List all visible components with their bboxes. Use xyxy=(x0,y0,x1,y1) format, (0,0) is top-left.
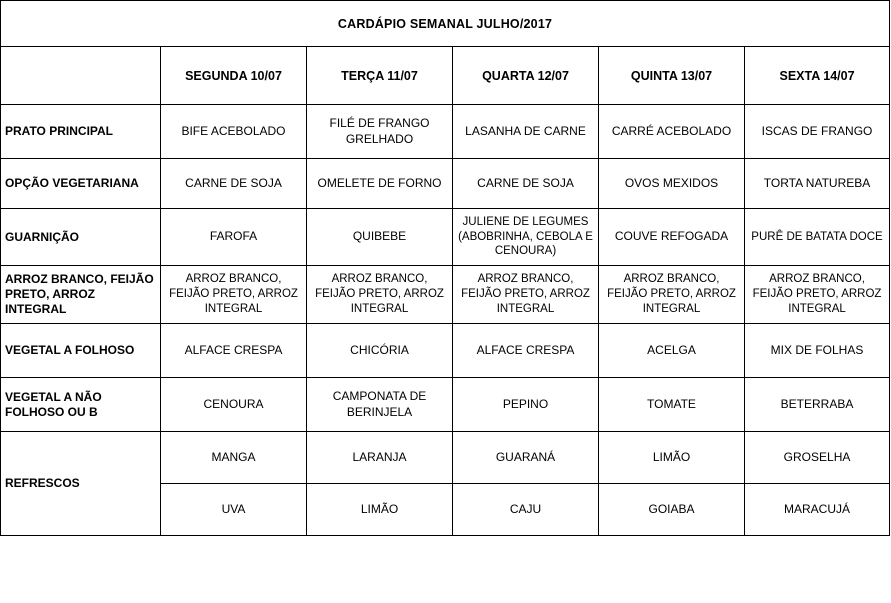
cell-prato-thursday: CARRÉ ACEBOLADO xyxy=(599,105,745,159)
column-header-thursday: QUINTA 13/07 xyxy=(599,47,745,105)
cell-arroz-monday: ARROZ BRANCO, FEIJÃO PRETO, ARROZ INTEGRAL xyxy=(161,266,307,324)
cell-nao-folhoso-friday: BETERRABA xyxy=(745,378,890,432)
column-header-tuesday: TERÇA 11/07 xyxy=(307,47,453,105)
table-row xyxy=(1,266,890,324)
title-row xyxy=(1,1,890,47)
cell-folhoso-monday: ALFACE CRESPA xyxy=(161,324,307,378)
document-title: CARDÁPIO SEMANAL JULHO/2017 xyxy=(1,1,890,47)
cell-refresco2-tuesday: LIMÃO xyxy=(307,484,453,536)
cell-refresco1-thursday: LIMÃO xyxy=(599,432,745,484)
cell-refresco1-tuesday: LARANJA xyxy=(307,432,453,484)
cell-refresco2-wednesday: CAJU xyxy=(453,484,599,536)
row-label-prato-principal: PRATO PRINCIPAL xyxy=(1,105,161,159)
table-row xyxy=(1,432,890,484)
cell-nao-folhoso-tuesday: CAMPONATA DE BERINJELA xyxy=(307,378,453,432)
table-row xyxy=(1,159,890,209)
cell-refresco2-thursday: GOIABA xyxy=(599,484,745,536)
cell-arroz-friday: ARROZ BRANCO, FEIJÃO PRETO, ARROZ INTEGRAL xyxy=(745,266,890,324)
cell-folhoso-tuesday: CHICÓRIA xyxy=(307,324,453,378)
cell-folhoso-thursday: ACELGA xyxy=(599,324,745,378)
cell-prato-monday: BIFE ACEBOLADO xyxy=(161,105,307,159)
cell-nao-folhoso-thursday: TOMATE xyxy=(599,378,745,432)
cell-nao-folhoso-wednesday: PEPINO xyxy=(453,378,599,432)
cell-folhoso-wednesday: ALFACE CRESPA xyxy=(453,324,599,378)
cell-arroz-wednesday: ARROZ BRANCO, FEIJÃO PRETO, ARROZ INTEGRAL xyxy=(453,266,599,324)
cell-refresco2-friday: MARACUJÁ xyxy=(745,484,890,536)
cell-vegetariana-thursday: OVOS MEXIDOS xyxy=(599,159,745,209)
cell-nao-folhoso-monday: CENOURA xyxy=(161,378,307,432)
cell-arroz-thursday: ARROZ BRANCO, FEIJÃO PRETO, ARROZ INTEGRAL xyxy=(599,266,745,324)
row-label-guarnicao: GUARNIÇÃO xyxy=(1,209,161,266)
cell-vegetariana-monday: CARNE DE SOJA xyxy=(161,159,307,209)
table-row xyxy=(1,209,890,266)
cell-guarnicao-monday: FAROFA xyxy=(161,209,307,266)
cell-refresco1-wednesday: GUARANÁ xyxy=(453,432,599,484)
cell-guarnicao-thursday: COUVE REFOGADA xyxy=(599,209,745,266)
row-label-refrescos: REFRESCOS xyxy=(1,432,161,536)
cell-vegetariana-wednesday: CARNE DE SOJA xyxy=(453,159,599,209)
cell-arroz-tuesday: ARROZ BRANCO, FEIJÃO PRETO, ARROZ INTEGRAL xyxy=(307,266,453,324)
cell-folhoso-friday: MIX DE FOLHAS xyxy=(745,324,890,378)
column-header-monday: SEGUNDA 10/07 xyxy=(161,47,307,105)
table-corner-cell xyxy=(1,47,161,105)
table-row xyxy=(1,105,890,159)
cell-refresco2-monday: UVA xyxy=(161,484,307,536)
cell-prato-friday: ISCAS DE FRANGO xyxy=(745,105,890,159)
row-label-opcao-vegetariana: OPÇÃO VEGETARIANA xyxy=(1,159,161,209)
row-label-vegetal-nao-folhoso: VEGETAL A NÃO FOLHOSO OU B xyxy=(1,378,161,432)
column-header-wednesday: QUARTA 12/07 xyxy=(453,47,599,105)
cell-vegetariana-tuesday: OMELETE DE FORNO xyxy=(307,159,453,209)
cell-prato-wednesday: LASANHA DE CARNE xyxy=(453,105,599,159)
cell-refresco1-friday: GROSELHA xyxy=(745,432,890,484)
column-header-friday: SEXTA 14/07 xyxy=(745,47,890,105)
table-row xyxy=(1,378,890,432)
cell-guarnicao-tuesday: QUIBEBE xyxy=(307,209,453,266)
cell-guarnicao-friday: PURÊ DE BATATA DOCE xyxy=(745,209,890,266)
cell-vegetariana-friday: TORTA NATUREBA xyxy=(745,159,890,209)
cell-refresco1-monday: MANGA xyxy=(161,432,307,484)
row-label-vegetal-folhoso: VEGETAL A FOLHOSO xyxy=(1,324,161,378)
row-label-arroz-feijao: ARROZ BRANCO, FEIJÃO PRETO, ARROZ INTEGRAL xyxy=(1,266,161,324)
header-row xyxy=(1,47,890,105)
cell-prato-tuesday: FILÉ DE FRANGO GRELHADO xyxy=(307,105,453,159)
table-row xyxy=(1,324,890,378)
cell-guarnicao-wednesday: JULIENE DE LEGUMES (ABOBRINHA, CEBOLA E CENOURA) xyxy=(453,209,599,266)
